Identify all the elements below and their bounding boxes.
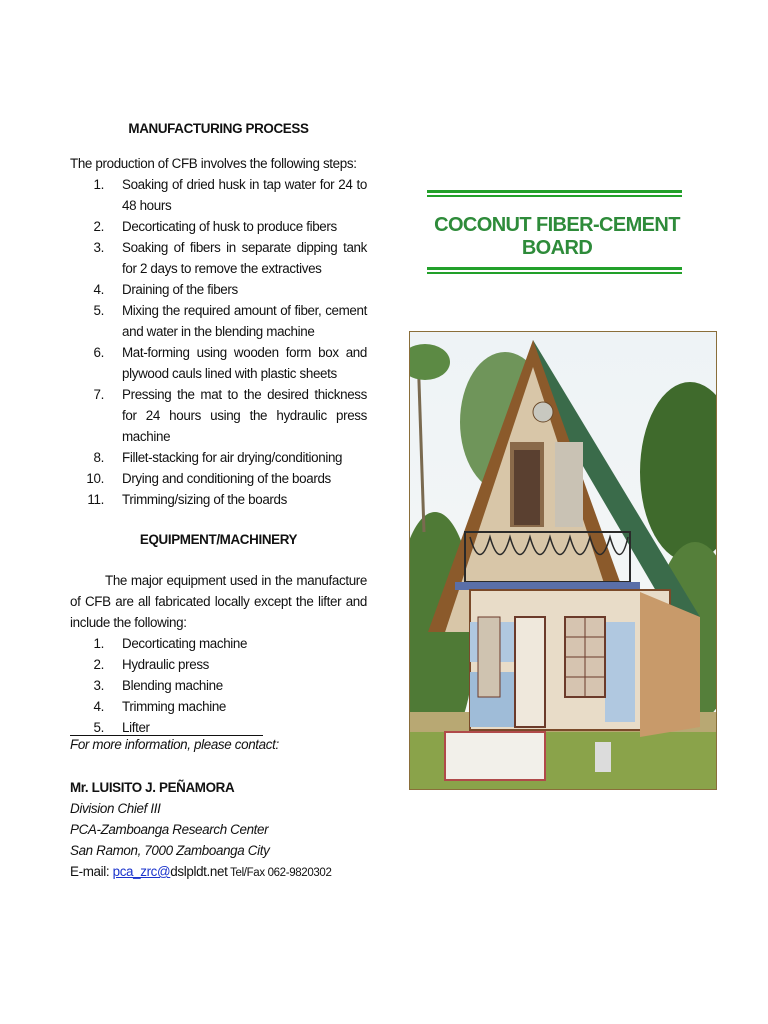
process-intro: The production of CFB involves the following steps: <box>70 156 357 171</box>
list-item <box>70 447 367 468</box>
list-item-number: 1. <box>93 636 104 651</box>
list-item-number: 7. <box>93 387 104 402</box>
list-item <box>70 633 367 654</box>
telfax: Tel/Fax 062-9820302 <box>227 867 332 879</box>
process-steps-list <box>70 174 367 510</box>
list-item <box>70 468 367 489</box>
list-item-text: Trimming machine <box>122 699 227 714</box>
list-item-number: 8. <box>93 450 104 465</box>
list-item-number: 1. <box>93 177 104 192</box>
list-item <box>70 174 367 216</box>
contact-prompt: For more information, please contact: <box>70 737 279 752</box>
left-column <box>70 118 367 738</box>
manufacturing-process-heading: MANUFACTURING PROCESS <box>128 121 309 136</box>
list-item <box>70 342 367 384</box>
list-item-text: Lifter <box>122 720 150 735</box>
title-top-rule <box>427 190 682 199</box>
title-bottom-rule <box>427 267 682 276</box>
list-item-text: Soaking of fibers in separate dipping tank for 2 days to remove the extractives <box>122 240 367 276</box>
list-item <box>70 384 367 447</box>
list-item-text: Decorticating machine <box>122 636 248 651</box>
contact-address: San Ramon, 7000 Zamboanga City <box>70 843 270 858</box>
house-photo <box>409 331 717 790</box>
contact-email-line <box>70 861 400 884</box>
list-item-number: 10. <box>86 471 104 486</box>
brochure-title: COCONUT FIBER-CEMENT BOARD <box>434 214 680 259</box>
email-link[interactable]: pca_zrc@ <box>112 864 171 879</box>
list-item <box>70 300 367 342</box>
email-domain: dslpldt.net <box>170 864 228 879</box>
list-item-number: 6. <box>93 345 104 360</box>
list-item-number: 5. <box>93 720 104 735</box>
contact-org: PCA-Zamboanga Research Center <box>70 822 269 837</box>
list-item-number: 4. <box>93 282 104 297</box>
equipment-list <box>70 633 367 738</box>
list-item-number: 2. <box>93 657 104 672</box>
list-item-number: 5. <box>93 303 104 318</box>
equipment-intro: The major equipment used in the manufacture of CFB are all fabricated locally except the lifter and include the following: <box>70 573 367 630</box>
list-item <box>70 279 367 300</box>
email-label: E-mail: <box>70 864 113 879</box>
list-item-number: 3. <box>93 678 104 693</box>
list-item-text: Drying and conditioning of the boards <box>122 471 331 486</box>
list-item-text: Soaking of dried husk in tap water for 24 to 48 hours <box>122 177 367 213</box>
list-item-text: Trimming/sizing of the boards <box>122 492 287 507</box>
list-item-text: Blending machine <box>122 678 223 693</box>
list-item-number: 3. <box>93 240 104 255</box>
list-item-number: 11. <box>87 492 104 507</box>
contact-block <box>70 734 400 884</box>
contact-position: Division Chief III <box>70 801 161 816</box>
list-item <box>70 489 367 510</box>
list-item-text: Pressing the mat to the desired thickness for 24 hours using the hydraulic press machine <box>122 387 367 444</box>
list-item <box>70 654 367 675</box>
list-item-text: Fillet-stacking for air drying/conditioning <box>122 450 343 465</box>
contact-name: Mr. LUISITO J. PEÑAMORA <box>70 780 235 795</box>
list-item <box>70 696 367 717</box>
list-item-text: Hydraulic press <box>122 657 210 672</box>
list-item <box>70 237 367 279</box>
list-item-text: Decorticating of husk to produce fibers <box>122 219 337 234</box>
equipment-heading: EQUIPMENT/MACHINERY <box>139 532 298 547</box>
list-item <box>70 675 367 696</box>
list-item-text: Draining of the fibers <box>122 282 238 297</box>
list-item-text: Mat-forming using wooden form box and plywood cauls lined with plastic sheets <box>122 345 367 381</box>
list-item-number: 4. <box>93 699 104 714</box>
list-item <box>70 216 367 237</box>
list-item-number: 2. <box>93 219 104 234</box>
list-item-text: Mixing the required amount of fiber, cement and water in the blending machine <box>122 303 367 339</box>
